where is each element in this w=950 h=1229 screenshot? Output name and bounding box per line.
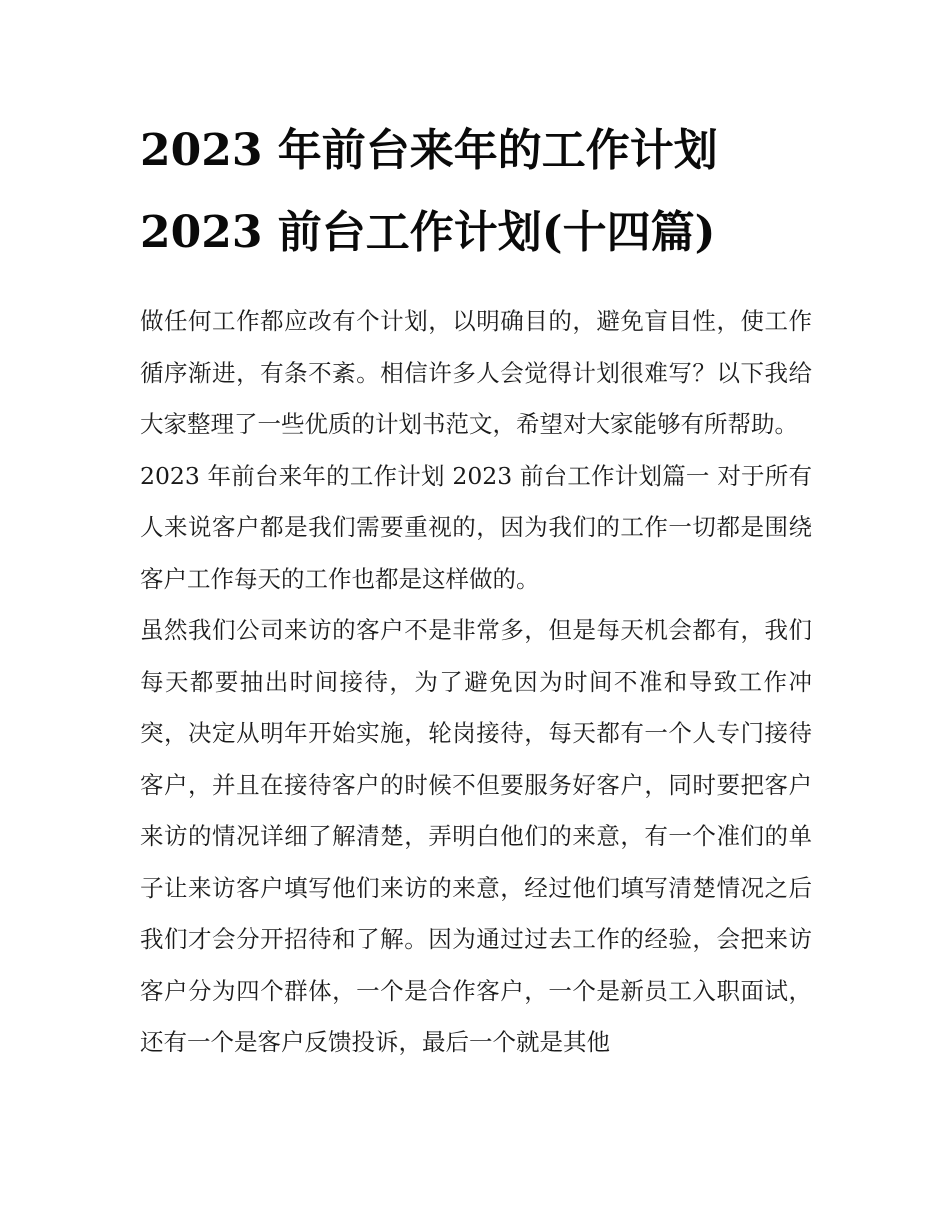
document-body	[140, 296, 812, 1069]
intro-paragraph: 做任何工作都应改有个计划，以明确目的，避免盲目性，使工作循序渐进，有条不紊。相信许多人会觉得计划很难写？以下我给大家整理了一些优质的计划书范文，希望对大家能够有所帮助。	[140, 307, 812, 438]
title-line-1: 2023 年前台来年的工作计划	[140, 125, 718, 176]
plan-intro-paragraph: 2023 年前台来年的工作计划 2023 前台工作计划篇一 对于所有人来说客户都是我们需要重视的，因为我们的工作一切都是围绕客户工作每天的工作也都是这样做的。	[140, 461, 812, 593]
document-title	[140, 110, 812, 274]
title-line-2: 2023 前台工作计划(十四篇)	[140, 207, 716, 258]
document-page	[140, 110, 812, 1069]
visitor-reception-paragraph: 虽然我们公司来访的客户不是非常多，但是每天机会都有，我们每天都要抽出时间接待，为了避免因为时间不准和导致工作冲突，决定从明年开始实施，轮岗接待，每天都有一个人专门接待客户，并且在接待客户的时候不但要服务好客户，同时要把客户来访的情况详细了解清楚，弄明白他们的来意，有一个准们的单子让来访客户填写他们来访的来意，经过他们填写清楚情况之后我们才会分开招待和了解。因为通过过去工作的经验，会把来访客户分为四个群体，一个是合作客户，一个是新员工入职面试，还有一个是客户反馈投诉，最后一个就是其他	[140, 616, 812, 1056]
